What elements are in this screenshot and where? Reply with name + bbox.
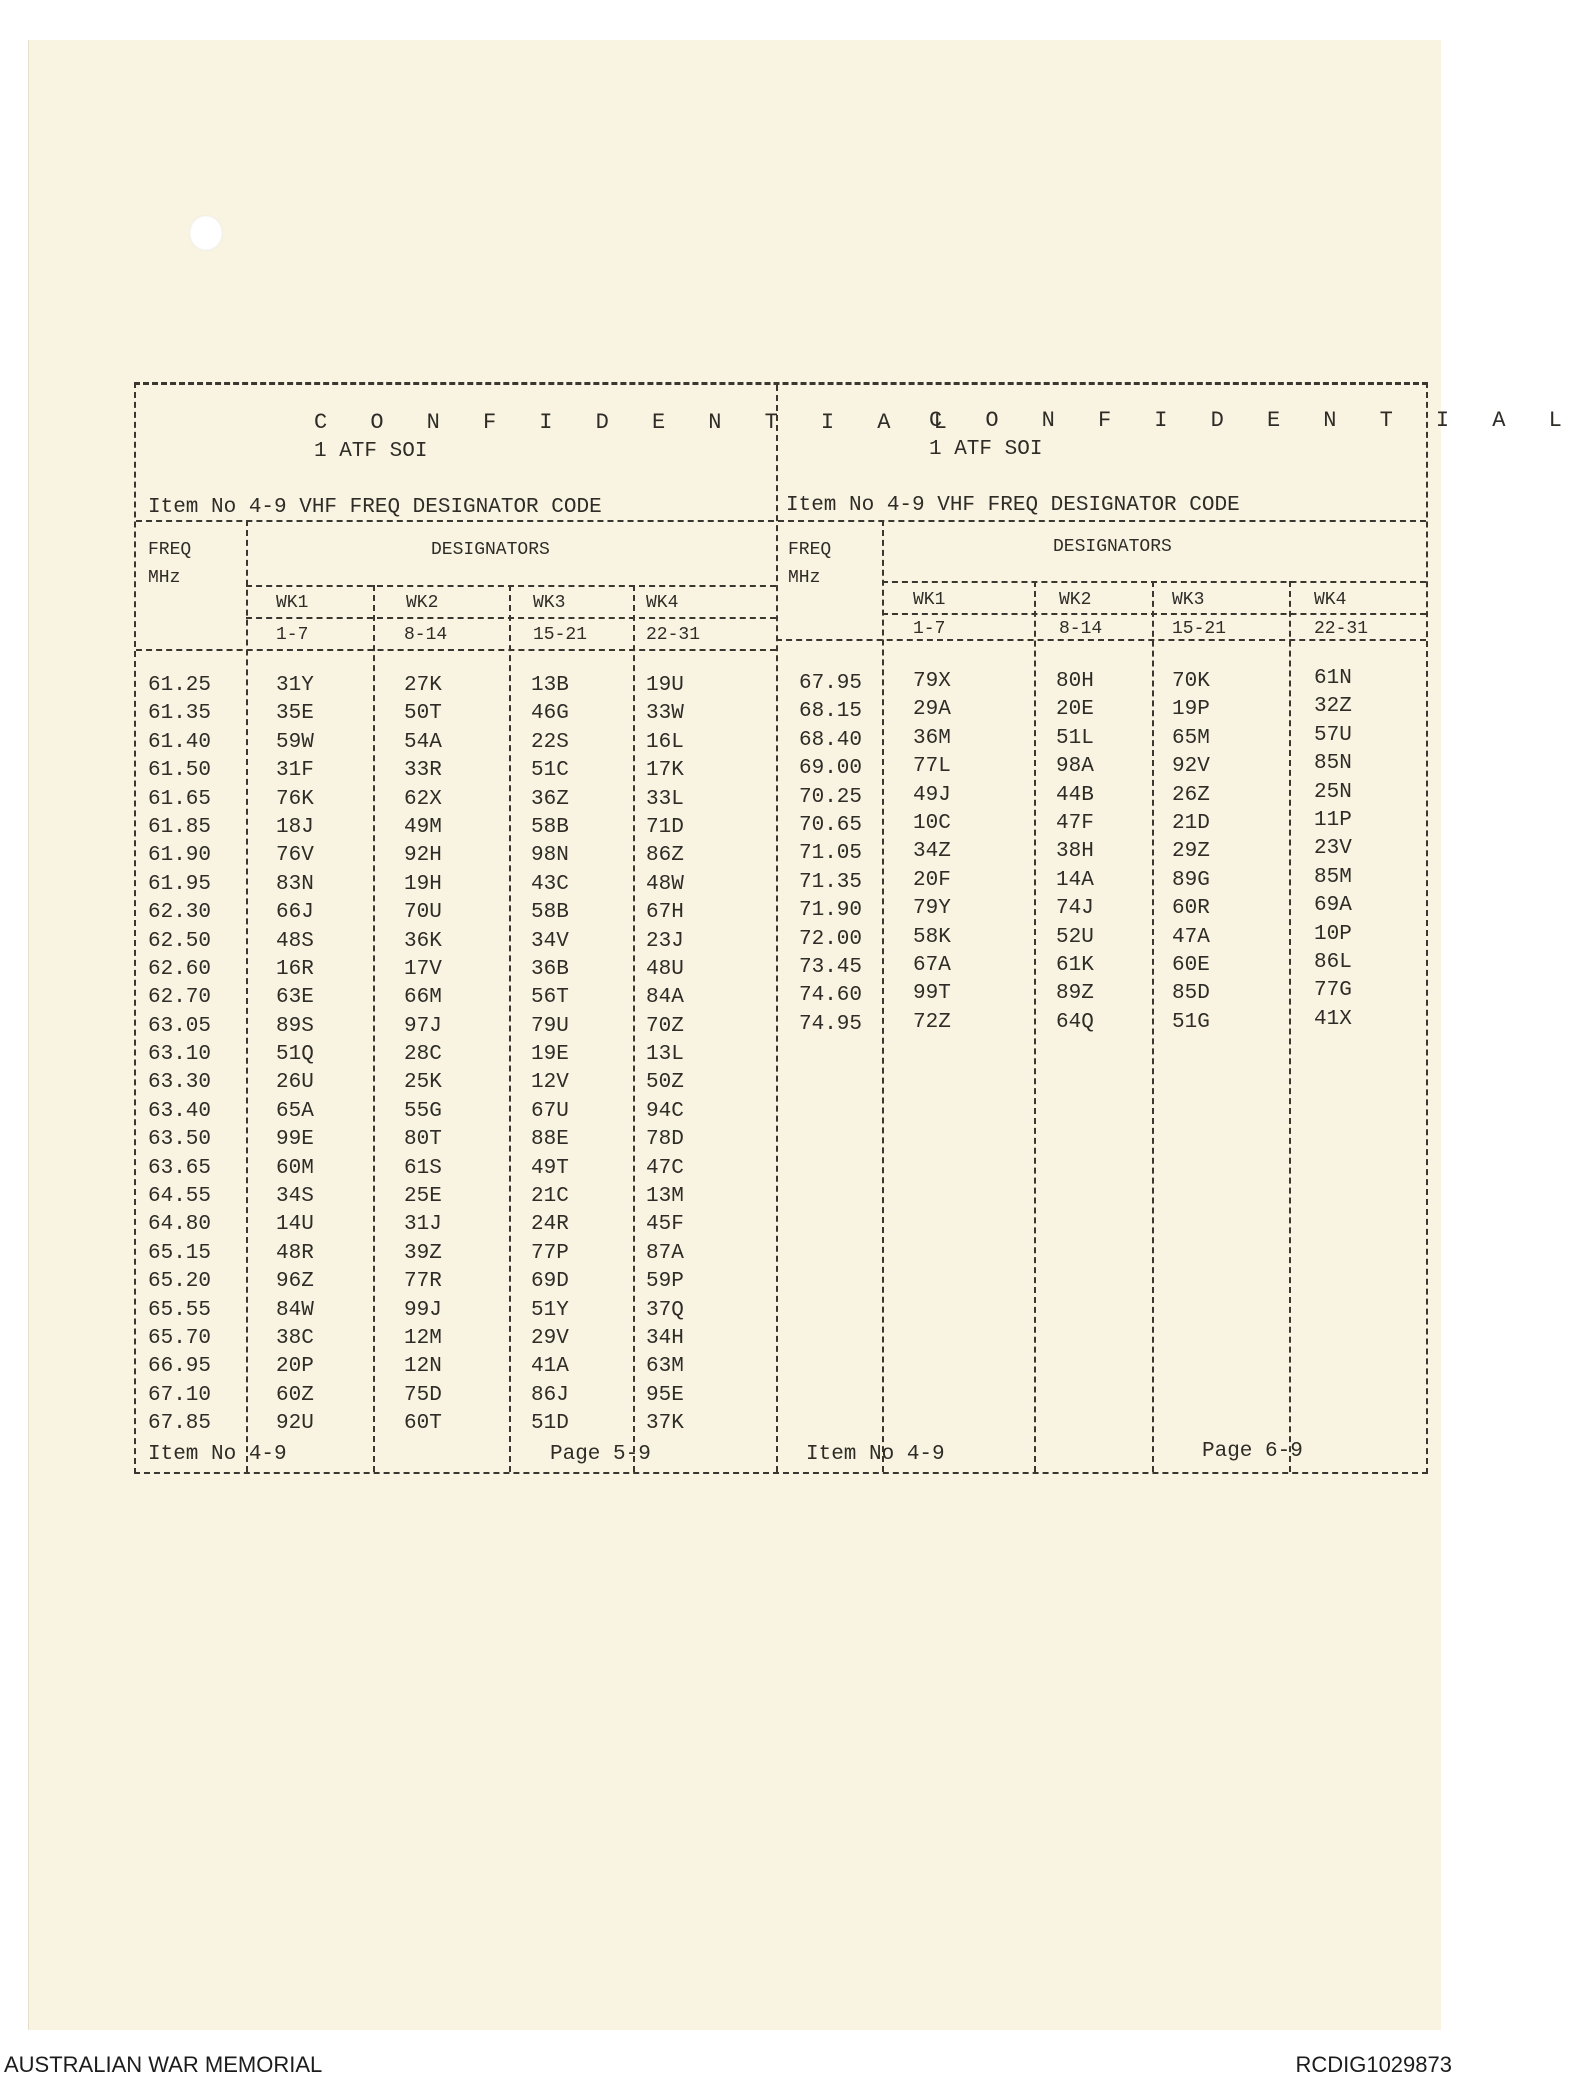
designators-header-left: DESIGNATORS — [431, 540, 550, 560]
left-wk2-column — [404, 672, 442, 1439]
freq-cell: 64.55 — [148, 1185, 212, 1209]
designator-cell: 13L — [646, 1043, 684, 1067]
designator-cell: 19P — [1172, 698, 1210, 722]
left-wk-divider-2 — [509, 585, 511, 1472]
designator-cell: 86L — [1314, 950, 1352, 974]
designator-cell: 76V — [276, 844, 314, 868]
right-wk2-column — [1056, 668, 1094, 1037]
designator-cell: 31J — [404, 1213, 442, 1237]
freq-cell: 61.50 — [148, 759, 212, 783]
days4-header-left: 22-31 — [646, 625, 701, 645]
archive-name: AUSTRALIAN WAR MEMORIAL — [4, 2052, 323, 2077]
designator-cell: 23V — [1314, 837, 1352, 861]
designator-cell: 80T — [404, 1128, 442, 1152]
freq-cell: 62.50 — [148, 929, 212, 953]
designator-cell: 26U — [276, 1071, 314, 1095]
designator-cell: 78D — [646, 1128, 684, 1152]
designator-cell: 21C — [531, 1185, 569, 1209]
left-week-rule — [246, 617, 776, 619]
freq-header-left: FREQ — [148, 540, 192, 560]
designator-cell: 88E — [531, 1128, 569, 1152]
designator-cell: 57U — [1314, 723, 1352, 747]
designator-cell: 70Z — [646, 1014, 684, 1038]
freq-cell: 74.60 — [799, 984, 863, 1008]
designator-cell: 76K — [276, 787, 314, 811]
designator-cell: 19H — [404, 872, 442, 896]
item-footer-left: Item No 4-9 — [148, 1443, 287, 1466]
page-number-left: Page 5-9 — [550, 1443, 651, 1466]
freq-cell: 68.15 — [799, 700, 863, 724]
designator-cell: 75D — [404, 1383, 442, 1407]
designator-cell: 79U — [531, 1014, 569, 1038]
days1-header-right: 1-7 — [913, 619, 946, 639]
designator-cell: 21D — [1172, 811, 1210, 835]
designator-cell: 41X — [1314, 1007, 1352, 1031]
mhz-header-left: MHz — [148, 568, 181, 588]
designator-cell: 86Z — [646, 844, 684, 868]
designator-cell: 50Z — [646, 1071, 684, 1095]
designator-cell: 72Z — [913, 1010, 951, 1034]
designator-cell: 85D — [1172, 982, 1210, 1006]
wk2-header-right: WK2 — [1059, 590, 1092, 610]
item-line-right: Item No 4-9 VHF FREQ DESIGNATOR CODE — [786, 494, 1240, 517]
right-wk3-column — [1172, 668, 1210, 1037]
designator-cell: 51L — [1056, 726, 1094, 750]
designator-cell: 89S — [276, 1014, 314, 1038]
designator-cell: 39Z — [404, 1241, 442, 1265]
designator-cell: 87A — [646, 1241, 684, 1265]
item-footer-right: Item No 4-9 — [806, 1443, 945, 1466]
designator-cell: 60E — [1172, 953, 1210, 977]
designator-cell: 84W — [276, 1298, 314, 1322]
designator-cell: 47F — [1056, 811, 1094, 835]
page-divider — [776, 385, 778, 1472]
designator-cell: 48R — [276, 1241, 314, 1265]
right-wk-divider-1 — [1034, 581, 1036, 1472]
designator-cell: 65M — [1172, 726, 1210, 750]
classification-left: C O N F I D E N T I A L — [314, 410, 962, 435]
left-wk-divider-1 — [373, 585, 375, 1472]
left-freq-column — [148, 672, 211, 1439]
designator-cell: 48U — [646, 957, 684, 981]
designator-cell: 74J — [1056, 897, 1094, 921]
designator-cell: 34S — [276, 1185, 314, 1209]
designator-cell: 64Q — [1056, 1010, 1094, 1034]
designator-cell: 17V — [404, 957, 442, 981]
designator-cell: 25N — [1314, 780, 1352, 804]
designator-cell: 13B — [531, 674, 569, 697]
freq-cell: 71.35 — [799, 870, 863, 894]
designator-cell: 58B — [531, 815, 569, 839]
designator-cell: 61K — [1056, 953, 1094, 977]
left-wk1-column — [276, 672, 314, 1439]
designator-cell: 23J — [646, 929, 684, 953]
freq-cell: 61.35 — [148, 702, 212, 726]
designator-cell: 77P — [531, 1241, 569, 1265]
designator-cell: 54A — [404, 730, 442, 754]
freq-cell: 65.55 — [148, 1298, 212, 1322]
designator-cell: 27K — [404, 674, 442, 697]
freq-cell: 68.40 — [799, 728, 863, 752]
designator-cell: 79X — [913, 670, 951, 693]
designator-cell: 26Z — [1172, 783, 1210, 807]
designator-cell: 14A — [1056, 868, 1094, 892]
designator-cell: 67U — [531, 1099, 569, 1123]
designator-cell: 29V — [531, 1326, 569, 1350]
designator-cell: 35E — [276, 702, 314, 726]
freq-header-right: FREQ — [788, 540, 832, 560]
days3-header-left: 15-21 — [533, 625, 588, 645]
unit-left: 1 ATF SOI — [314, 440, 428, 463]
designator-cell: 25K — [404, 1071, 442, 1095]
designator-cell: 99T — [913, 982, 951, 1006]
designator-cell: 50T — [404, 702, 442, 726]
designator-cell: 20F — [913, 868, 951, 892]
designator-cell: 97J — [404, 1014, 442, 1038]
freq-cell: 61.85 — [148, 815, 212, 839]
designator-cell: 92H — [404, 844, 442, 868]
designator-cell: 96Z — [276, 1270, 314, 1294]
designator-cell: 48S — [276, 929, 314, 953]
designator-cell: 60R — [1172, 897, 1210, 921]
freq-cell: 61.65 — [148, 787, 212, 811]
days1-header-left: 1-7 — [276, 625, 309, 645]
designator-cell: 22S — [531, 730, 569, 754]
designator-cell: 12N — [404, 1355, 442, 1379]
designator-cell: 12M — [404, 1326, 442, 1350]
designator-cell: 49M — [404, 815, 442, 839]
designator-cell: 38H — [1056, 840, 1094, 864]
freq-cell: 61.25 — [148, 674, 212, 697]
designator-cell: 66M — [404, 986, 442, 1010]
right-wk4-column — [1314, 665, 1352, 1034]
days2-header-right: 8-14 — [1059, 619, 1103, 639]
archive-footer — [0, 2030, 1456, 2082]
designator-cell: 69D — [531, 1270, 569, 1294]
freq-cell: 61.95 — [148, 872, 212, 896]
designator-cell: 34Z — [913, 840, 951, 864]
freq-cell: 65.20 — [148, 1270, 212, 1294]
designator-cell: 71D — [646, 815, 684, 839]
freq-cell: 63.10 — [148, 1043, 212, 1067]
designator-cell: 34V — [531, 929, 569, 953]
designator-cell: 70K — [1172, 670, 1210, 693]
item-line-left: Item No 4-9 VHF FREQ DESIGNATOR CODE — [148, 496, 602, 519]
designator-cell: 52U — [1056, 925, 1094, 949]
designator-cell: 69A — [1314, 894, 1352, 918]
wk1-header-left: WK1 — [276, 593, 309, 613]
designator-cell: 77G — [1314, 979, 1352, 1003]
designator-cell: 47C — [646, 1156, 684, 1180]
designator-cell: 59P — [646, 1270, 684, 1294]
wk1-header-right: WK1 — [913, 590, 946, 610]
freq-cell: 65.70 — [148, 1326, 212, 1350]
designator-cell: 41A — [531, 1355, 569, 1379]
right-wk-divider-3 — [1289, 581, 1291, 1472]
freq-cell: 66.95 — [148, 1355, 212, 1379]
left-columns-rule — [136, 649, 776, 651]
designator-cell: 44B — [1056, 783, 1094, 807]
designator-cell: 99E — [276, 1128, 314, 1152]
freq-cell: 63.30 — [148, 1071, 212, 1095]
freq-cell: 73.45 — [799, 955, 863, 979]
designator-cell: 77R — [404, 1270, 442, 1294]
left-freq-divider — [246, 520, 248, 1472]
freq-cell: 74.95 — [799, 1012, 863, 1036]
archive-reference: RCDIG1029873 — [1295, 2052, 1452, 2077]
designator-cell: 34H — [646, 1326, 684, 1350]
designator-cell: 36K — [404, 929, 442, 953]
freq-cell: 63.50 — [148, 1128, 212, 1152]
right-wk1-column — [913, 668, 951, 1037]
freq-cell: 64.80 — [148, 1213, 212, 1237]
punch-hole — [189, 215, 223, 251]
designator-cell: 12V — [531, 1071, 569, 1095]
days2-header-left: 8-14 — [404, 625, 448, 645]
freq-cell: 63.65 — [148, 1156, 212, 1180]
wk2-header-left: WK2 — [406, 593, 439, 613]
designator-cell: 92U — [276, 1412, 314, 1436]
table-frame — [134, 382, 1577, 1474]
designator-cell: 55G — [404, 1099, 442, 1123]
designator-cell: 19U — [646, 674, 684, 697]
designator-cell: 95E — [646, 1383, 684, 1407]
designator-cell: 65A — [276, 1099, 314, 1123]
designator-cell: 70U — [404, 901, 442, 925]
header-rule — [136, 520, 1426, 522]
designator-cell: 16L — [646, 730, 684, 754]
designator-cell: 60T — [404, 1412, 442, 1436]
designator-cell: 85N — [1314, 752, 1352, 776]
designator-cell: 59W — [276, 730, 314, 754]
designator-cell: 33W — [646, 702, 684, 726]
designator-cell: 99J — [404, 1298, 442, 1322]
designator-cell: 67A — [913, 953, 951, 977]
designator-cell: 77L — [913, 755, 951, 779]
designator-cell: 51D — [531, 1412, 569, 1436]
designator-cell: 10C — [913, 811, 951, 835]
designators-header-right: DESIGNATORS — [1053, 537, 1172, 557]
right-wk-divider-2 — [1152, 581, 1154, 1472]
right-columns-rule — [776, 639, 1426, 641]
designator-cell: 49T — [531, 1156, 569, 1180]
designator-cell: 10P — [1314, 922, 1352, 946]
left-wk3-column — [531, 672, 569, 1439]
freq-cell: 65.15 — [148, 1241, 212, 1265]
designator-cell: 24R — [531, 1213, 569, 1237]
designator-cell: 84A — [646, 986, 684, 1010]
designator-cell: 98N — [531, 844, 569, 868]
wk4-header-right: WK4 — [1314, 590, 1347, 610]
freq-cell: 62.60 — [148, 957, 212, 981]
designator-cell: 89Z — [1056, 982, 1094, 1006]
unit-right: 1 ATF SOI — [929, 438, 1043, 461]
days4-header-right: 22-31 — [1314, 619, 1369, 639]
designator-cell: 92V — [1172, 755, 1210, 779]
right-freq-divider — [882, 520, 884, 1472]
left-wk-divider-3 — [633, 585, 635, 1472]
document-sheet — [28, 40, 1577, 2030]
designator-cell: 14U — [276, 1213, 314, 1237]
mhz-header-right: MHz — [788, 568, 821, 588]
designator-cell: 94C — [646, 1099, 684, 1123]
designator-cell: 60Z — [276, 1383, 314, 1407]
designator-cell: 85M — [1314, 865, 1352, 889]
designator-cell: 51Q — [276, 1043, 314, 1067]
designator-cell: 60M — [276, 1156, 314, 1180]
designator-cell: 46G — [531, 702, 569, 726]
designator-cell: 49J — [913, 783, 951, 807]
freq-cell: 61.90 — [148, 844, 212, 868]
designator-cell: 58K — [913, 925, 951, 949]
freq-cell: 70.65 — [799, 813, 863, 837]
freq-cell: 63.05 — [148, 1014, 212, 1038]
designator-cell: 31Y — [276, 674, 314, 697]
right-week-rule — [882, 613, 1426, 615]
designator-cell: 67H — [646, 901, 684, 925]
right-designator-rule — [882, 581, 1426, 583]
freq-cell: 70.25 — [799, 785, 863, 809]
designator-cell: 48W — [646, 872, 684, 896]
designator-cell: 61S — [404, 1156, 442, 1180]
designator-cell: 11P — [1314, 808, 1352, 832]
left-designator-rule — [246, 585, 776, 587]
right-freq-column — [799, 670, 862, 1039]
designator-cell: 45F — [646, 1213, 684, 1237]
wk3-header-right: WK3 — [1172, 590, 1205, 610]
designator-cell: 36M — [913, 726, 951, 750]
designator-cell: 36Z — [531, 787, 569, 811]
wk4-header-left: WK4 — [646, 593, 679, 613]
designator-cell: 18J — [276, 815, 314, 839]
designator-cell: 51C — [531, 759, 569, 783]
freq-cell: 63.40 — [148, 1099, 212, 1123]
designator-cell: 28C — [404, 1043, 442, 1067]
designator-cell: 25E — [404, 1185, 442, 1209]
designator-cell: 63M — [646, 1355, 684, 1379]
wk3-header-left: WK3 — [533, 593, 566, 613]
freq-cell: 71.05 — [799, 842, 863, 866]
designator-cell: 19E — [531, 1043, 569, 1067]
freq-cell: 67.95 — [799, 672, 863, 695]
designator-cell: 32Z — [1314, 695, 1352, 719]
designator-cell: 13M — [646, 1185, 684, 1209]
designator-cell: 31F — [276, 759, 314, 783]
designator-cell: 89G — [1172, 868, 1210, 892]
left-wk4-column — [646, 672, 684, 1439]
freq-cell: 71.90 — [799, 899, 863, 923]
designator-cell: 29Z — [1172, 840, 1210, 864]
designator-cell: 79Y — [913, 897, 951, 921]
classification-right: C O N F I D E N T I A L — [929, 408, 1577, 433]
designator-cell: 16R — [276, 957, 314, 981]
designator-cell: 33L — [646, 787, 684, 811]
designator-cell: 58B — [531, 901, 569, 925]
designator-cell: 86J — [531, 1383, 569, 1407]
freq-cell: 67.85 — [148, 1412, 212, 1436]
designator-cell: 51Y — [531, 1298, 569, 1322]
page-number-right: Page 6-9 — [1202, 1440, 1303, 1463]
designator-cell: 43C — [531, 872, 569, 896]
designator-cell: 63E — [276, 986, 314, 1010]
designator-cell: 62X — [404, 787, 442, 811]
designator-cell: 37K — [646, 1412, 684, 1436]
designator-cell: 20E — [1056, 698, 1094, 722]
designator-cell: 66J — [276, 901, 314, 925]
designator-cell: 38C — [276, 1326, 314, 1350]
designator-cell: 47A — [1172, 925, 1210, 949]
freq-cell: 72.00 — [799, 927, 863, 951]
designator-cell: 51G — [1172, 1010, 1210, 1034]
designator-cell: 83N — [276, 872, 314, 896]
designator-cell: 33R — [404, 759, 442, 783]
designator-cell: 17K — [646, 759, 684, 783]
designator-cell: 37Q — [646, 1298, 684, 1322]
days3-header-right: 15-21 — [1172, 619, 1227, 639]
designator-cell: 20P — [276, 1355, 314, 1379]
designator-cell: 61N — [1314, 667, 1352, 690]
freq-cell: 62.30 — [148, 901, 212, 925]
freq-cell: 62.70 — [148, 986, 212, 1010]
designator-cell: 36B — [531, 957, 569, 981]
designator-cell: 98A — [1056, 755, 1094, 779]
designator-cell: 29A — [913, 698, 951, 722]
freq-cell: 67.10 — [148, 1383, 212, 1407]
freq-cell: 61.40 — [148, 730, 212, 754]
freq-cell: 69.00 — [799, 757, 863, 781]
designator-cell: 80H — [1056, 670, 1094, 693]
designator-cell: 56T — [531, 986, 569, 1010]
